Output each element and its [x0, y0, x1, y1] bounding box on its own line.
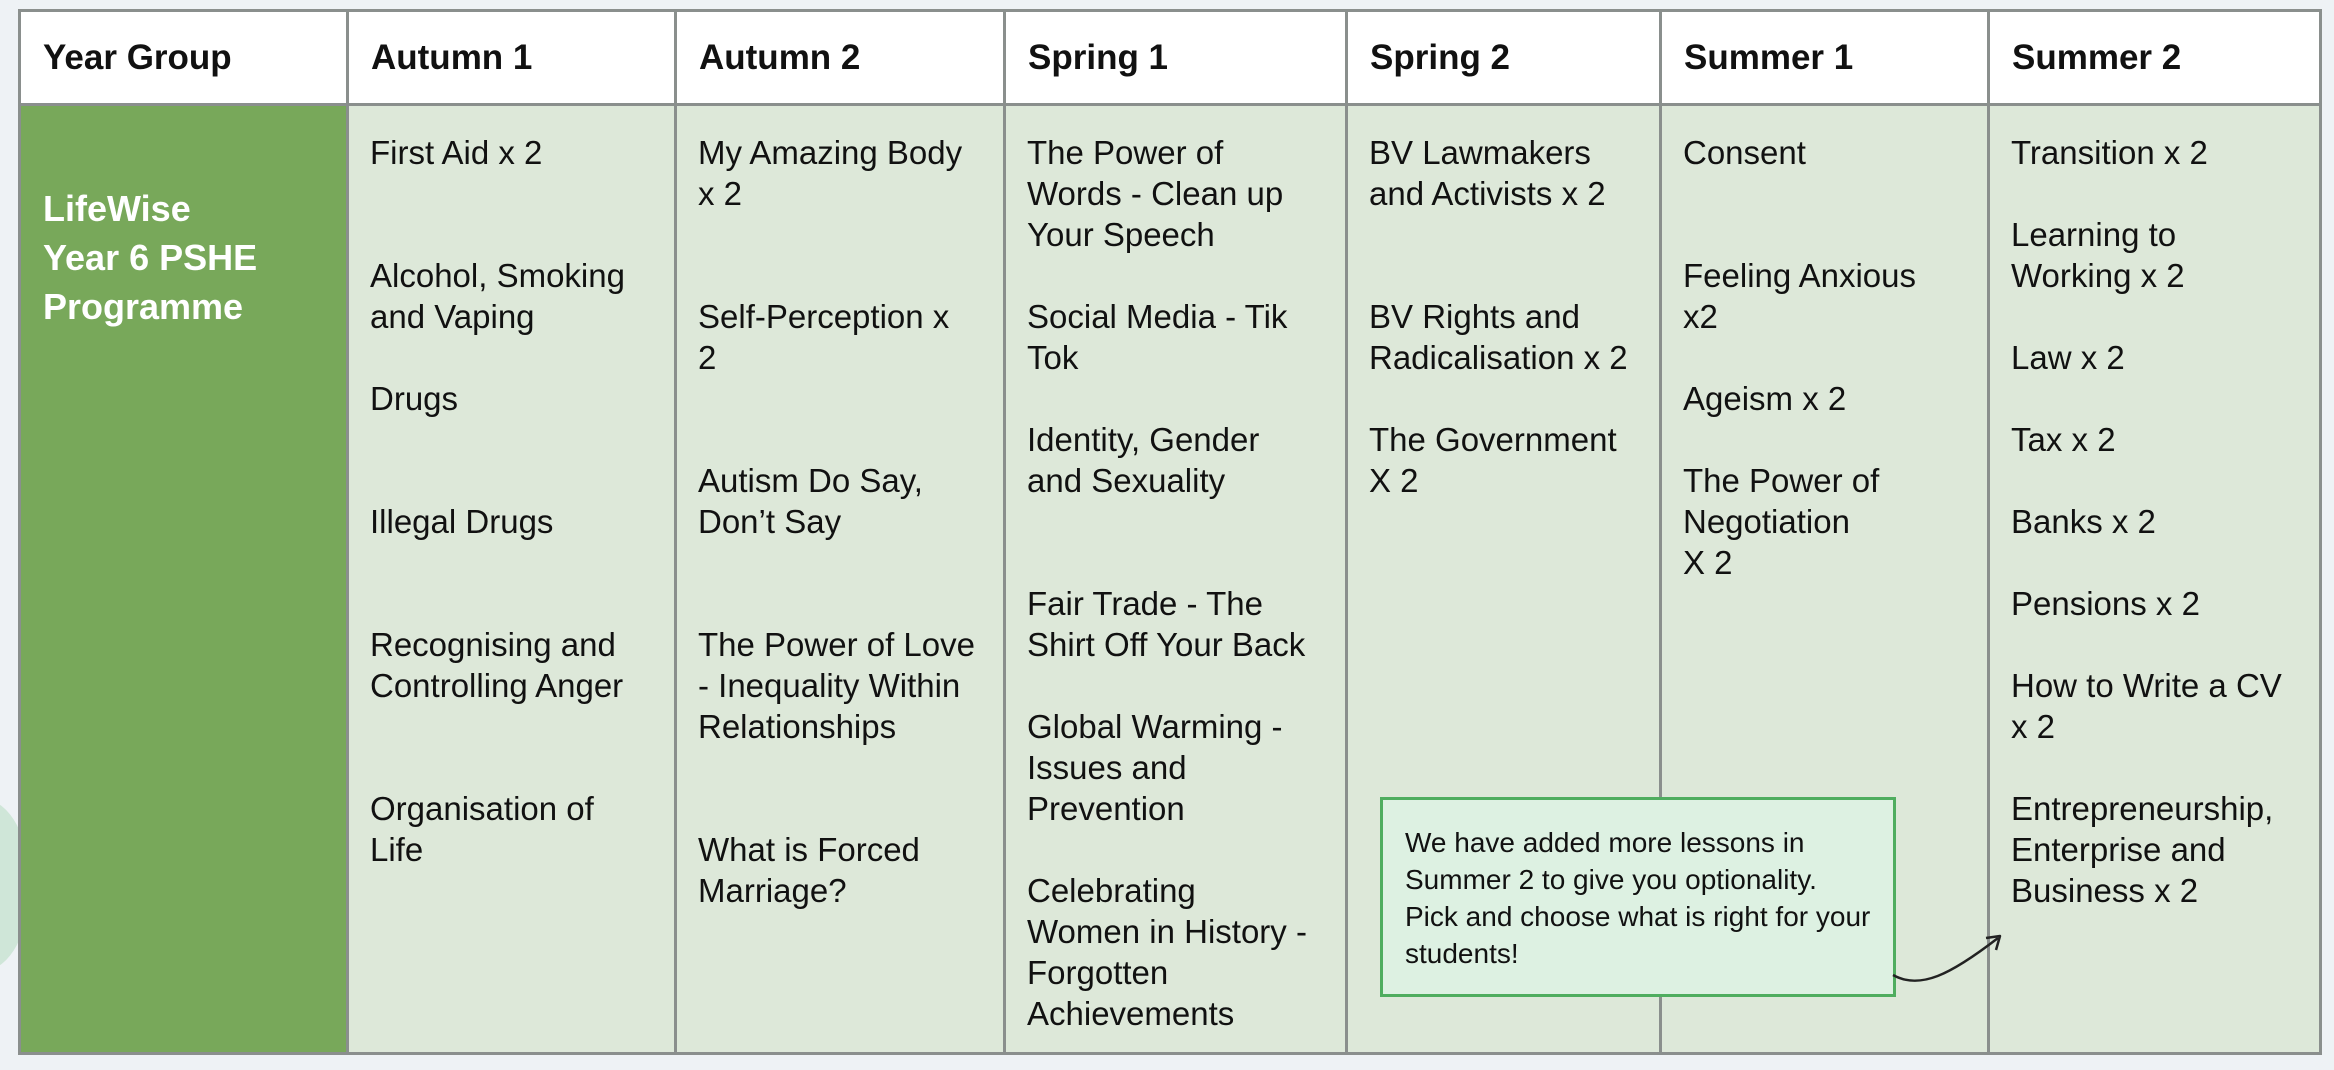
lesson-item: Recognising and Controlling Anger — [370, 626, 624, 704]
lesson-item: The Power of Negotiation X 2 — [1683, 462, 1880, 581]
lesson-item: Ageism x 2 — [1683, 380, 1847, 417]
lesson-item: Entrepreneurship, Enterprise and Business x 2 — [2011, 790, 2274, 909]
header-autumn-1: Autumn 1 — [349, 12, 677, 106]
lesson-item: Identity, Gender and Sexuality — [1027, 421, 1260, 499]
lesson-item: Feeling Anxious x2 — [1683, 257, 1916, 335]
lesson-item: Self-Perception x 2 — [698, 298, 950, 376]
header-summer-2: Summer 2 — [1990, 12, 2322, 106]
optionality-note-text: We have added more lessons in Summer 2 to give you optionality. Pick and choose what is right for your students! — [1405, 827, 1871, 969]
pshe-programme-table — [18, 9, 2322, 1055]
column-summer-2 — [1990, 106, 2322, 1055]
lesson-item: Alcohol, Smoking and Vaping — [370, 257, 625, 335]
lesson-item: Social Media - Tik Tok — [1027, 298, 1288, 376]
lesson-item: Learning to Working x 2 — [2011, 216, 2185, 294]
lesson-item: BV Lawmakers and Activists x 2 — [1369, 134, 1606, 212]
curved-arrow-icon — [1890, 930, 2010, 1000]
lesson-item: The Power of Love - Inequality Within Relationships — [698, 626, 975, 745]
programme-title-text: LifeWise Year 6 PSHE Programme — [43, 188, 258, 327]
lesson-item: Global Warming - Issues and Prevention — [1027, 708, 1283, 827]
header-autumn-2: Autumn 2 — [677, 12, 1006, 106]
lesson-item: First Aid x 2 — [370, 134, 543, 171]
lesson-item: Illegal Drugs — [370, 503, 554, 540]
lesson-item: Celebrating Women in History - Forgotten Achievements — [1027, 872, 1307, 1032]
programme-title — [21, 106, 349, 1055]
lesson-item: Tax x 2 — [2011, 421, 2116, 458]
header-spring-2: Spring 2 — [1348, 12, 1662, 106]
lesson-item: Transition x 2 — [2011, 134, 2208, 171]
lesson-item: Law x 2 — [2011, 339, 2125, 376]
lesson-item: Autism Do Say, Don’t Say — [698, 462, 923, 540]
header-year-group: Year Group — [21, 12, 349, 106]
lesson-item: Pensions x 2 — [2011, 585, 2200, 622]
column-spring-1 — [1006, 106, 1348, 1055]
header-spring-1: Spring 1 — [1006, 12, 1348, 106]
lesson-item: The Government X 2 — [1369, 421, 1617, 499]
column-autumn-1 — [349, 106, 677, 1055]
lesson-item: How to Write a CV x 2 — [2011, 667, 2282, 745]
lesson-item: Banks x 2 — [2011, 503, 2156, 540]
header-summer-1: Summer 1 — [1662, 12, 1990, 106]
optionality-note — [1380, 797, 1896, 997]
lesson-item: Drugs — [370, 380, 459, 417]
lesson-item: Consent — [1683, 134, 1806, 171]
lesson-item: My Amazing Body x 2 — [698, 134, 963, 212]
lesson-item: Fair Trade - The Shirt Off Your Back — [1027, 585, 1306, 663]
lesson-item: Organisation of Life — [370, 790, 594, 868]
lesson-item: BV Rights and Radicalisation x 2 — [1369, 298, 1628, 376]
lesson-item: The Power of Words - Clean up Your Speech — [1027, 134, 1284, 253]
column-autumn-2 — [677, 106, 1006, 1055]
lesson-item: What is Forced Marriage? — [698, 831, 920, 909]
